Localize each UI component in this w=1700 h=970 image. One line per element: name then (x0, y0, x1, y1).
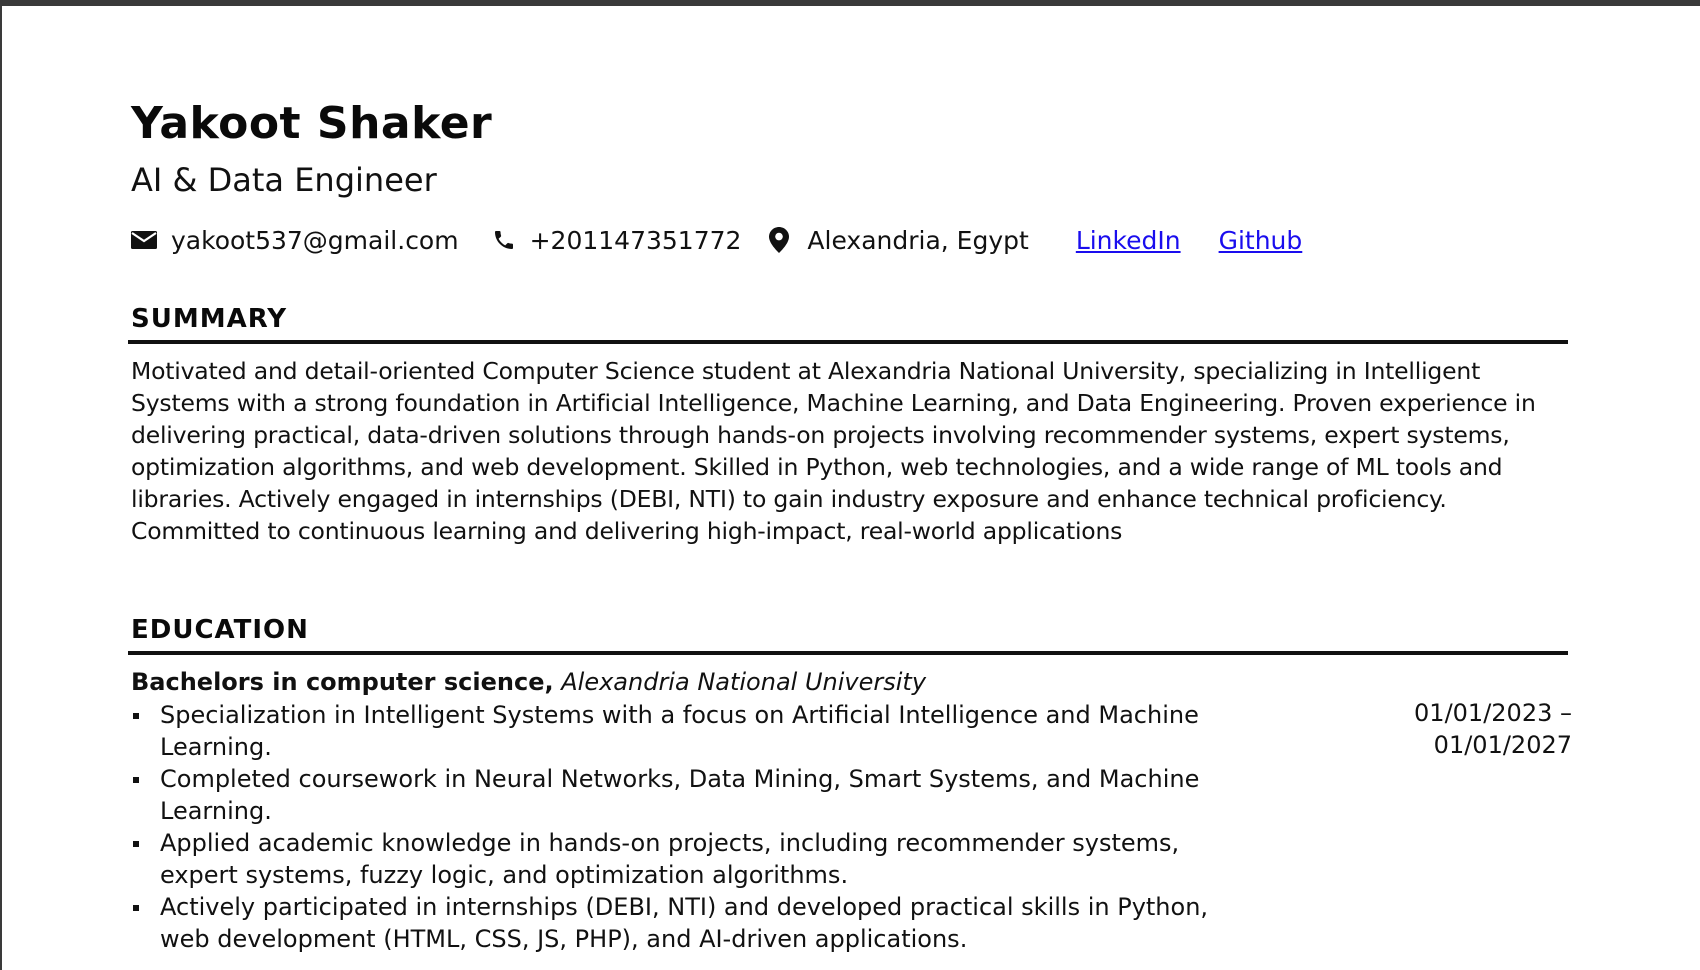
bullet-icon (133, 713, 139, 719)
envelope-icon (131, 231, 157, 249)
education-heading: EDUCATION (131, 615, 309, 645)
list-item: Specialization in Intelligent Systems with a focus on Artificial Intelligence and Machine Learning. (131, 699, 1211, 763)
bullet-icon (133, 841, 139, 847)
email-text: yakoot537@gmail.com (171, 225, 459, 255)
contact-location (769, 226, 1028, 255)
degree-line (131, 666, 926, 698)
location-text: Alexandria, Egypt (807, 225, 1029, 255)
summary-text (131, 355, 1581, 547)
contact-phone (492, 226, 742, 255)
institution-name: Alexandria National University (561, 668, 927, 696)
location-pin-icon (769, 227, 789, 253)
date-start: 01/01/2023 – (1414, 699, 1572, 727)
education-bullets (131, 699, 1211, 955)
summary-heading: SUMMARY (131, 304, 288, 334)
contact-email (131, 226, 459, 255)
phone-text: +201147351772 (529, 225, 742, 255)
contact-bar (131, 220, 1302, 260)
bullet-icon (133, 905, 139, 911)
education-dates (1414, 697, 1572, 761)
phone-icon (492, 228, 516, 252)
job-title: AI & Data Engineer (131, 161, 437, 199)
summary-paragraph: Motivated and detail-oriented Computer Science student at Alexandria National University, specializing in Intelligent Systems with a strong foundation in Artificial Intelligence, Machine Learning, and Data Engineering. Proven experience in delivering practical, data-driven solutions through hands-on projects involving recommender systems, expert systems, optimization algorithms, and web development. Skilled in Python, web technologies, and a wide range of ML tools and libraries. Actively engaged in internships (DEBI, NTI) to gain industry exposure and enhance technical proficiency. (131, 357, 1536, 513)
list-item: Applied academic knowledge in hands-on projects, including recommender systems, expert systems, fuzzy logic, and optimization algorithms. (131, 827, 1211, 891)
github-link[interactable]: Github (1218, 225, 1303, 255)
candidate-name: Yakoot Shaker (131, 98, 493, 149)
linkedin-link[interactable]: LinkedIn (1075, 225, 1181, 255)
summary-closing: Committed to continuous learning and delivering high-impact, real-world applications (131, 517, 1123, 545)
education-divider (128, 651, 1568, 655)
list-item: Actively participated in internships (DEBI, NTI) and developed practical skills in Python, web development (HTML, CSS, JS, PHP), and AI-driven applications. (131, 891, 1211, 955)
list-item: Completed coursework in Neural Networks, Data Mining, Smart Systems, and Machine Learning. (131, 763, 1211, 827)
date-end: 01/01/2027 (1433, 731, 1572, 759)
degree-title: Bachelors in computer science, (131, 668, 554, 696)
bullet-icon (133, 777, 139, 783)
summary-divider (128, 340, 1568, 344)
